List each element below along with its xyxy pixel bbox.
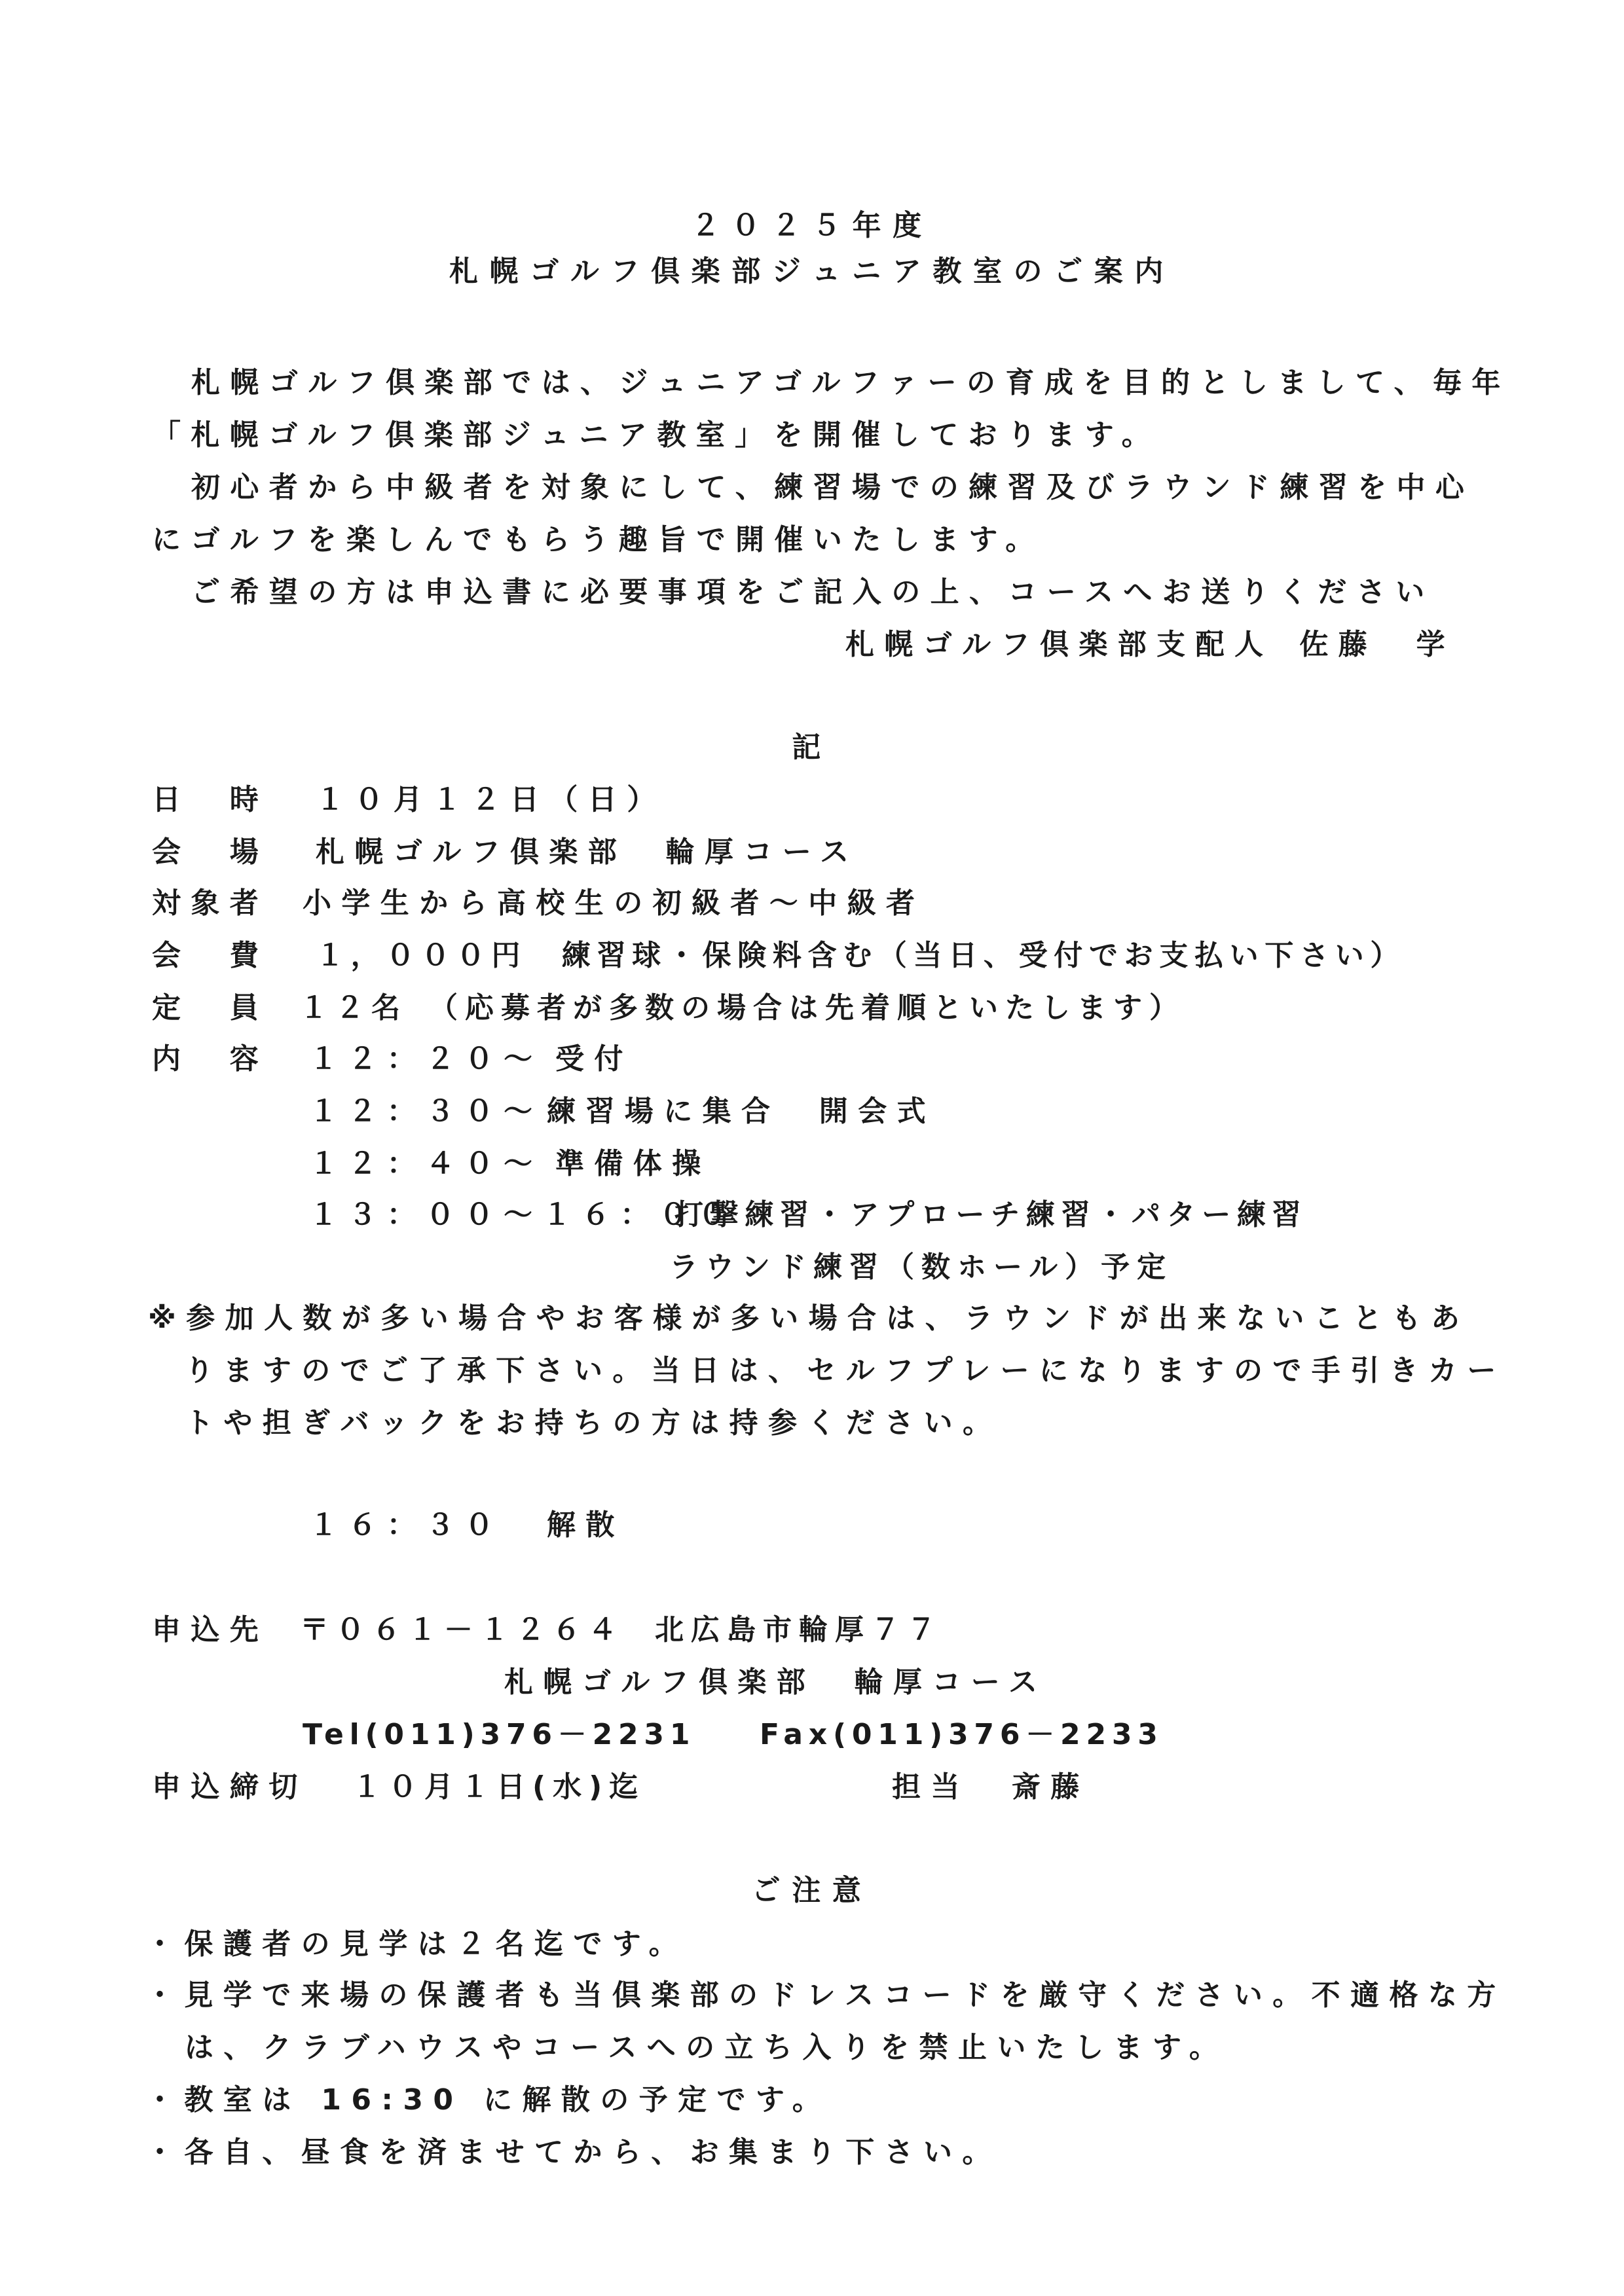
fee-label: 会 費 bbox=[152, 939, 269, 972]
fee-value: １，０００円 練習球・保険料含む（当日、受付でお支払い下さい） bbox=[316, 939, 1406, 972]
application-org: 札幌ゴルフ倶楽部 輪厚コース bbox=[504, 1666, 1048, 1699]
notes-item-3: ・教室は 16:30 に解散の予定です。 bbox=[145, 2083, 832, 2117]
note-line-3: トや担ぎバックをお持ちの方は持参ください。 bbox=[185, 1406, 1002, 1440]
signature-name: 佐藤 学 bbox=[1299, 628, 1455, 661]
venue-label: 会 場 bbox=[152, 835, 269, 869]
application-fax: Fax(011)376－2233 bbox=[760, 1718, 1164, 1751]
capacity-value: １２名 （応募者が多数の場合は先着順といたします） bbox=[299, 991, 1185, 1025]
notes-item-2: ・見学で来場の保護者も当倶楽部のドレスコードを厳守ください。不適格な方 bbox=[145, 1978, 1506, 2012]
venue-row bbox=[152, 833, 858, 872]
date-row bbox=[152, 780, 666, 820]
venue-value: 札幌ゴルフ倶楽部 輪厚コース bbox=[316, 835, 859, 869]
notes-item-1: ・保護者の見学は２名迄です。 bbox=[145, 1927, 688, 1961]
signature-title: 札幌ゴルフ倶楽部支配人 bbox=[845, 628, 1274, 661]
date-value: １０月１２日（日） bbox=[316, 783, 666, 816]
application-tel: Tel(011)376－2231 bbox=[303, 1718, 696, 1751]
note-line-2: りますのでご了承下さい。当日は、セルフプレーになりますので手引きカー bbox=[185, 1354, 1506, 1387]
schedule-time-1: １２：２０～ bbox=[309, 1042, 543, 1076]
capacity-row bbox=[152, 989, 1185, 1028]
deadline-value: １０月１日(水)迄 bbox=[352, 1770, 646, 1804]
note-line-1: ※参加人数が多い場合やお客様が多い場合は、ラウンドが出来ないこともあ bbox=[148, 1302, 1470, 1335]
target-label: 対象者 bbox=[152, 886, 269, 920]
application-label: 申込先 bbox=[152, 1613, 269, 1647]
intro-line-1: 札幌ゴルフ倶楽部では、ジュニアゴルファーの育成を目的としまして、毎年 bbox=[191, 366, 1511, 399]
fee-row bbox=[152, 936, 1405, 975]
dismissal-time: １６：３０ bbox=[309, 1508, 504, 1542]
schedule-event-3: 準備体操 bbox=[555, 1147, 711, 1180]
target-value: 小学生から高校生の初級者～中級者 bbox=[303, 886, 925, 920]
schedule-time-3: １２：４０～ bbox=[309, 1147, 543, 1180]
capacity-label: 定 員 bbox=[152, 991, 269, 1025]
schedule-event-2: 練習場に集合 開会式 bbox=[547, 1095, 936, 1128]
target-row bbox=[152, 884, 925, 923]
dismissal-event: 解散 bbox=[547, 1508, 625, 1542]
contact-label: 担当 bbox=[892, 1770, 970, 1804]
intro-line-3: 初心者から中級者を対象にして、練習場での練習及びラウンド練習を中心 bbox=[191, 471, 1475, 504]
content-label: 内 容 bbox=[152, 1042, 269, 1076]
contact-name: 斎藤 bbox=[1012, 1770, 1090, 1804]
intro-line-2: 「札幌ゴルフ倶楽部ジュニア教室」を開催しております。 bbox=[152, 418, 1160, 452]
notes-item-2-cont: は、クラブハウスやコースへの立ち入りを禁止いたします。 bbox=[185, 2031, 1228, 2064]
notes-item-4: ・各自、昼食を済ませてから、お集まり下さい。 bbox=[145, 2136, 1001, 2169]
schedule-event-1: 受付 bbox=[555, 1042, 633, 1076]
schedule-time-4: １３：００～１６：００ bbox=[309, 1198, 737, 1231]
schedule-time-2: １２：３０～ bbox=[309, 1095, 543, 1128]
signature bbox=[845, 625, 1455, 665]
schedule-extra: ラウンド練習（数ホール）予定 bbox=[669, 1250, 1173, 1284]
notes-title: ご注意 bbox=[751, 1874, 873, 1907]
schedule-event-4: 打撃練習・アプローチ練習・パター練習 bbox=[674, 1198, 1308, 1231]
application-postal: 〒０６１－１２６４ bbox=[300, 1613, 624, 1647]
intro-line-5: ご希望の方は申込書に必要事項をご記入の上、コースへお送りください bbox=[191, 575, 1435, 609]
ki-heading: 記 bbox=[792, 731, 832, 764]
document-title: 札幌ゴルフ倶楽部ジュニア教室のご案内 bbox=[449, 255, 1175, 288]
document-year: ２０２５年度 bbox=[691, 209, 933, 242]
application-address: 北広島市輪厚７７ bbox=[655, 1613, 943, 1647]
intro-line-4: にゴルフを楽しんでもらう趣旨で開催いたします。 bbox=[152, 523, 1044, 556]
deadline-label: 申込締切 bbox=[152, 1770, 308, 1804]
date-label: 日 時 bbox=[152, 783, 269, 816]
